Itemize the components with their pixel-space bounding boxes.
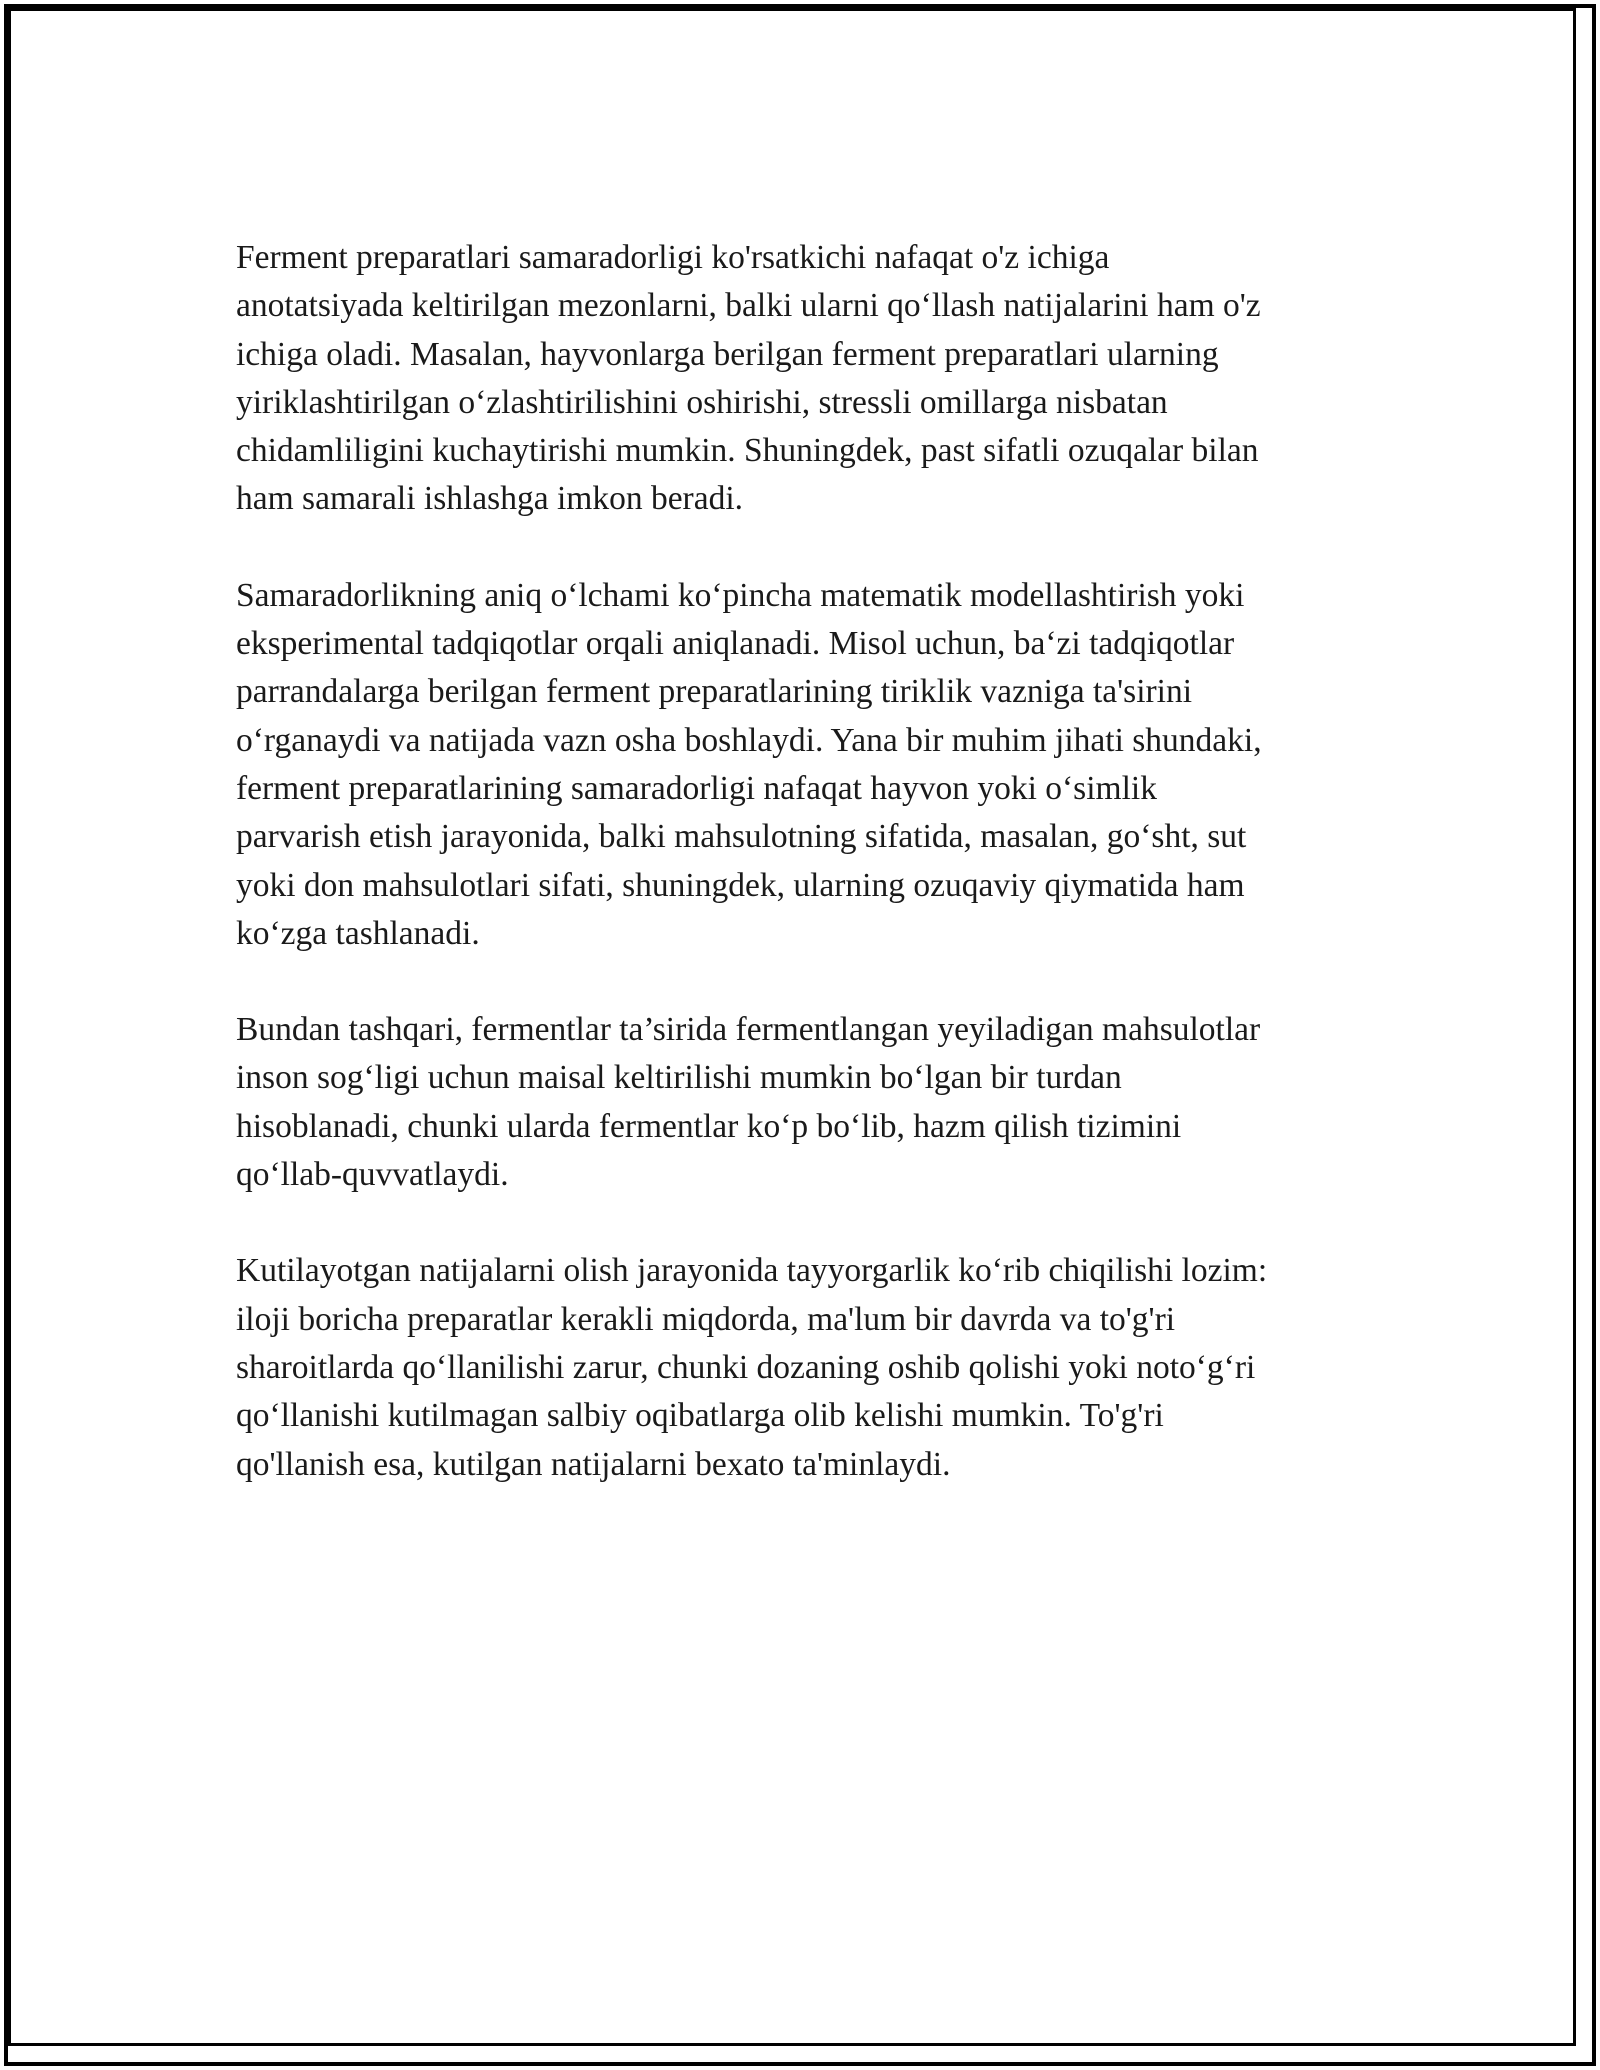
paragraph-1: Ferment preparatlari samaradorligi ko'rsatkichi nafaqat o'z ichiga anotatsiyada keltirilgan mezonlarni, balki ularni qo‘llash natijalarini ham o'z ichiga oladi. Masalan, hayvonlarga berilgan ferment preparatlari ularning yiriklashtirilgan o‘zlashtirilishini oshirishi, stressli omillarga nisbatan chidamliligini kuchaytirishi mumkin. Shuningdek, past sifatli ozuqalar bilan ham samarali ishlashga imkon beradi. <box>236 239 1261 518</box>
document-body <box>236 234 1386 1537</box>
paragraph-3: Bundan tashqari, fermentlar ta’sirida fermentlangan yeyiladigan mahsulotlar inson sog‘ligi uchun maisal keltirilishi mumkin bo‘lgan bir turdan hisoblanadi, chunki ularda fermentlar ko‘p bo‘lib, hazm qilish tizimini qo‘llab-quvvatlaydi. <box>236 1011 1261 1194</box>
paragraph-4: Kutilayotgan natijalarni olish jarayonida tayyorgarlik ko‘rib chiqilishi lozim: iloji boricha preparatlar kerakli miqdorda, ma'lum bir davrda va to'g'ri sharoitlarda qo‘llanilishi zarur, chunki dozaning oshib qolishi yoki noto‘g‘ri qo‘llanishi kutilmagan salbiy oqibatlarga olib kelishi mumkin. To'g'ri qo'llanish esa, kutilgan natijalarni bexato ta'minlaydi. <box>236 1252 1268 1483</box>
paragraph-2: Samaradorlikning aniq o‘lchami ko‘pincha matematik modellashtirish yoki eksperimental tadqiqotlar orqali aniqlanadi. Misol uchun, ba‘zi tadqiqotlar parrandalarga berilgan ferment preparatlarining tiriklik vazniga ta'sirini o‘rganaydi va natijada vazn osha boshlaydi. Yana bir muhim jihati shundaki, ferment preparatlarining samaradorligi nafaqat hayvon yoki o‘simlik parvarish etish jarayonida, balki mahsulotning sifatida, masalan, go‘sht, sut yoki don mahsulotlari sifati, shuningdek, ularning ozuqaviy qiymatida ham ko‘zga tashlanadi. <box>236 576 1262 952</box>
